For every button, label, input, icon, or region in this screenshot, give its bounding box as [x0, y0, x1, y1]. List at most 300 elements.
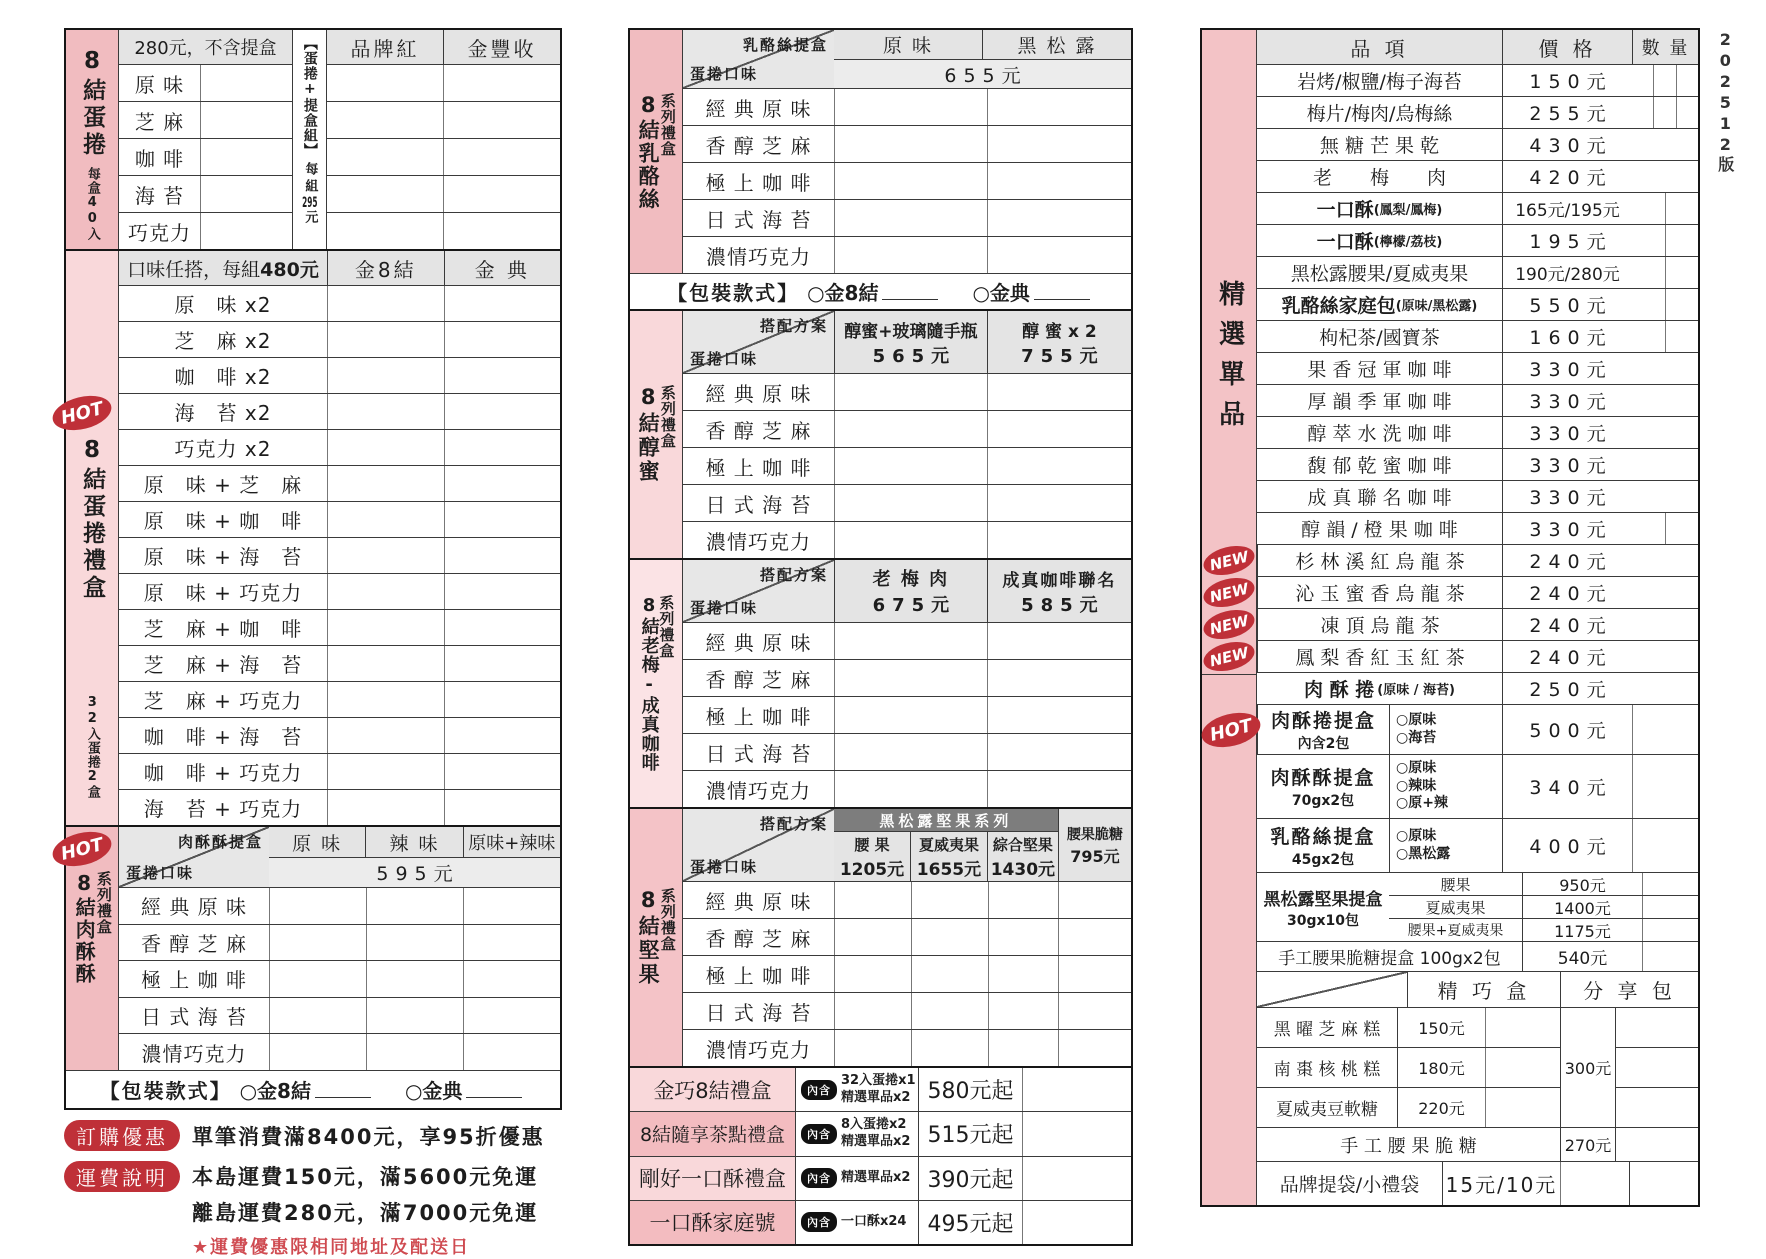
qty-cell[interactable]	[1665, 513, 1699, 544]
qty-cell[interactable]	[327, 430, 444, 465]
item-name: 岩烤/椒鹽/梅子海苔	[1297, 71, 1462, 93]
qty-cell[interactable]	[911, 882, 988, 918]
item-row	[1257, 160, 1698, 192]
qty-cell[interactable]	[327, 286, 444, 321]
item-row	[1257, 96, 1698, 128]
qty-cell[interactable]	[269, 1034, 366, 1070]
qty-cell[interactable]	[443, 213, 560, 249]
flavor-label: 巧克力	[128, 220, 191, 245]
qty-cell[interactable]	[463, 925, 560, 961]
column-header-macadamia	[910, 832, 987, 881]
variant-price: 950元	[1522, 873, 1642, 895]
item-name: 厚 韻 季 軍 咖 啡	[1307, 391, 1452, 413]
flavor-label: 濃情巧克力	[706, 244, 811, 269]
qty-cell[interactable]	[443, 102, 560, 138]
qty-cell[interactable]	[1632, 289, 1665, 320]
qty-cell[interactable]	[1632, 641, 1698, 672]
flavor-label: 芝 麻	[134, 109, 185, 134]
qty-cell[interactable]	[366, 888, 463, 924]
item-row	[1257, 672, 1698, 704]
gift-box-price: 390元起	[918, 1157, 1022, 1200]
item-price: 165元/195元	[1502, 193, 1632, 224]
qty-cell[interactable]	[444, 646, 561, 681]
flavor-label: 香 醇 芝 麻	[705, 667, 812, 692]
qty-cell[interactable]	[444, 394, 561, 429]
qty-cell[interactable]	[1632, 257, 1665, 288]
item-name: 枸杞茶/國寶茶	[1319, 327, 1440, 349]
blank-line[interactable]	[1034, 283, 1090, 300]
qty-cell[interactable]	[834, 771, 987, 807]
item-name: 馥 郁 乾 蜜 咖 啡	[1307, 455, 1452, 477]
qty-cell[interactable]	[366, 1034, 463, 1070]
qty-cell[interactable]	[1632, 609, 1698, 640]
qty-cell[interactable]	[1676, 65, 1698, 96]
qty-cell[interactable]	[327, 646, 444, 681]
qty-cell[interactable]	[834, 163, 987, 199]
qty-cell[interactable]	[1615, 1047, 1698, 1087]
qty-cell[interactable]	[834, 919, 911, 955]
qty-cell[interactable]	[327, 358, 444, 393]
item-sub: (原味 / 海苔)	[1377, 683, 1455, 698]
qty-cell[interactable]	[834, 660, 987, 696]
gift-box-name: 金巧8結禮盒	[630, 1068, 795, 1111]
qty-cell[interactable]	[327, 754, 444, 789]
qty-cell[interactable]	[366, 998, 463, 1034]
qty-cell[interactable]	[444, 430, 561, 465]
qty-cell[interactable]	[1632, 449, 1698, 480]
strip-label: 【蛋捲+提盒組】	[301, 36, 318, 158]
shipping-text-main: 本島運費150元，滿5600元免運	[192, 1165, 539, 1189]
qty-cell[interactable]	[269, 888, 366, 924]
qty-cell[interactable]	[269, 998, 366, 1034]
qty-cell[interactable]	[1615, 1128, 1698, 1161]
flavor-options	[1389, 705, 1502, 754]
item-row	[1257, 128, 1698, 160]
qty-cell[interactable]	[1665, 257, 1699, 288]
qty-cell[interactable]	[987, 237, 1131, 273]
qty-cell[interactable]	[911, 919, 988, 955]
option-spicy[interactable]: ○辣味	[1396, 777, 1437, 794]
blank-line[interactable]	[466, 1081, 522, 1098]
qty-cell[interactable]	[1629, 1162, 1698, 1205]
item-name: 手工腰果脆糖提盒 100gx2包	[1278, 949, 1501, 969]
qty-cell[interactable]	[1642, 919, 1698, 941]
qty-cell[interactable]	[834, 237, 987, 273]
qty-cell[interactable]	[988, 956, 1058, 992]
qty-cell[interactable]	[463, 1034, 560, 1070]
section-title: 8結老梅-成真咖啡	[638, 595, 660, 772]
qty-cell[interactable]	[1632, 673, 1698, 704]
column-price: 755元	[1021, 345, 1105, 367]
qty-cell[interactable]	[834, 522, 987, 558]
sweet-box-price: 180元	[1397, 1048, 1485, 1087]
qty-cell[interactable]	[327, 790, 444, 825]
qty-cell[interactable]	[200, 102, 292, 138]
strip-price-unit: 元	[302, 210, 318, 227]
qty-cell[interactable]	[443, 65, 560, 101]
contents-line: 一口酥x24	[841, 1213, 907, 1229]
qty-cell[interactable]	[444, 610, 561, 645]
item-name	[1257, 819, 1389, 872]
qty-cell[interactable]	[987, 89, 1131, 125]
flavor-label: 經 典 原 味	[140, 895, 248, 920]
qty-cell[interactable]	[327, 538, 444, 573]
item-row	[1257, 192, 1698, 224]
qty-cell[interactable]	[988, 882, 1058, 918]
item-row	[1257, 384, 1698, 416]
qty-cell[interactable]	[200, 65, 292, 101]
diagonal-bottom-label: 蛋捲口味	[690, 599, 759, 617]
column-header: 金豐收	[443, 30, 560, 64]
column-price: 1205元	[839, 859, 905, 880]
qty-cell[interactable]	[987, 734, 1131, 770]
item-name: 鳳 梨 香 紅 玉 紅 茶	[1257, 641, 1502, 672]
qty-cell[interactable]	[1632, 129, 1698, 160]
qty-cell[interactable]	[1676, 97, 1698, 128]
qty-cell[interactable]	[987, 771, 1131, 807]
qty-cell[interactable]	[1022, 1068, 1131, 1111]
qty-cell[interactable]	[327, 718, 444, 753]
qty-cell[interactable]	[444, 286, 561, 321]
qty-cell[interactable]	[834, 485, 987, 521]
qty-cell[interactable]	[327, 65, 443, 101]
qty-cell[interactable]	[834, 956, 911, 992]
item-name	[1257, 193, 1502, 224]
section-title: 8結蛋捲禮盒	[79, 437, 106, 602]
sidebar-pork-floss	[58, 827, 119, 1070]
qty-cell[interactable]	[834, 89, 987, 125]
option-seaweed[interactable]: ○海苔	[1396, 729, 1437, 746]
qty-cell[interactable]	[1642, 942, 1698, 971]
qty-cell[interactable]	[1022, 1157, 1131, 1200]
gift-box-price: 580元起	[918, 1068, 1022, 1111]
item-price: 330元	[1502, 513, 1632, 544]
qty-cell[interactable]	[327, 394, 444, 429]
qty-cell[interactable]	[327, 682, 444, 717]
diagonal-top-label: 搭配方案	[759, 815, 828, 833]
qty-cell[interactable]	[1058, 1030, 1131, 1066]
qty-cell[interactable]	[444, 682, 561, 717]
qty-cell[interactable]	[834, 448, 987, 484]
qty-cell[interactable]	[1632, 65, 1653, 96]
item-row	[1207, 640, 1698, 672]
qty-cell[interactable]	[911, 1030, 988, 1066]
item-price: 430元	[1502, 129, 1632, 160]
qty-cell[interactable]	[443, 176, 560, 212]
qty-cell[interactable]	[987, 411, 1131, 447]
item-name: 老 梅 肉	[1312, 167, 1446, 189]
discount-badge: 訂購優惠	[64, 1120, 180, 1151]
gift-box-name: 一口酥家庭號	[630, 1201, 795, 1244]
qty-cell[interactable]	[443, 139, 560, 175]
gift-box-row	[630, 1156, 1131, 1200]
packaging-option-golden[interactable]: ○金典	[972, 281, 1030, 305]
qty-cell[interactable]	[1665, 321, 1699, 352]
combo-label: 海 苔 x2	[174, 401, 272, 425]
qty-cell[interactable]	[200, 213, 292, 249]
column-header-honey-bottle	[834, 311, 987, 373]
qty-cell[interactable]	[444, 466, 561, 501]
qty-cell[interactable]	[444, 718, 561, 753]
qty-cell[interactable]	[1665, 193, 1699, 224]
contains-badge: 內含	[801, 1124, 837, 1144]
qty-cell[interactable]	[1632, 225, 1665, 256]
qty-cell[interactable]	[1022, 1112, 1131, 1155]
qty-cell[interactable]	[1632, 353, 1698, 384]
qty-cell[interactable]	[834, 374, 987, 410]
qty-cell[interactable]	[1642, 896, 1698, 918]
item-name: 果 香 冠 軍 咖 啡	[1307, 359, 1452, 381]
qty-cell[interactable]	[987, 126, 1131, 162]
option-mixed[interactable]: ○原+辣	[1396, 795, 1448, 812]
option-original[interactable]: ○原味	[1396, 760, 1437, 777]
column-name: 醇 蜜 x 2	[1022, 321, 1097, 342]
qty-cell[interactable]	[327, 610, 444, 645]
flavor-label: 濃情巧克力	[706, 778, 811, 803]
column-header: 黑 松 露	[982, 30, 1131, 59]
qty-cell[interactable]	[327, 502, 444, 537]
item-row	[1257, 352, 1698, 384]
qty-cell[interactable]	[1632, 321, 1665, 352]
section-note: 系列禮盒	[657, 595, 676, 659]
qty-cell[interactable]	[1632, 97, 1653, 128]
column-header: 金8結	[327, 251, 444, 285]
qty-cell[interactable]	[1058, 919, 1131, 955]
section-note: 32入蛋捲2盒	[84, 695, 100, 799]
combo-label: 海 苔 + 巧克力	[143, 797, 303, 821]
qty-cell[interactable]	[834, 411, 987, 447]
flavor-label: 極 上 咖 啡	[705, 455, 812, 480]
qty-cell[interactable]	[269, 961, 366, 997]
combo-header	[119, 251, 327, 285]
qty-cell[interactable]	[1058, 956, 1131, 992]
qty-cell[interactable]	[1632, 577, 1698, 608]
blank-line[interactable]	[882, 283, 938, 300]
section-pork-floss-gift-box	[58, 825, 562, 1110]
item-main: 肉酥捲提盒	[1270, 710, 1376, 732]
diagonal-bottom-label: 蛋捲口味	[126, 864, 195, 882]
qty-cell[interactable]	[1485, 1048, 1560, 1087]
combo-label: 芝 麻 + 巧克力	[143, 689, 303, 713]
qty-cell[interactable]	[987, 623, 1131, 659]
qty-cell[interactable]	[1632, 545, 1698, 576]
qty-cell[interactable]	[911, 993, 988, 1029]
nut-series-header: 黑松露堅果系列	[879, 811, 1013, 830]
blank-line[interactable]	[315, 1081, 371, 1098]
qty-cell[interactable]	[988, 919, 1058, 955]
price-label: 595元	[376, 863, 460, 885]
column-header: 辣 味	[365, 827, 462, 857]
version-tag: 202512版	[1715, 30, 1735, 174]
item-row-handmade-cashew-brittle	[1257, 1127, 1698, 1161]
qty-cell[interactable]	[987, 374, 1131, 410]
qty-cell[interactable]	[988, 993, 1058, 1029]
flavor-label: 海 苔	[134, 183, 185, 208]
sweets-diagonal-header	[1257, 972, 1407, 1007]
qty-cell[interactable]	[834, 126, 987, 162]
combo-label: 原 味 + 咖 啡	[143, 509, 303, 533]
qty-cell[interactable]	[1665, 289, 1699, 320]
qty-cell[interactable]	[1058, 993, 1131, 1029]
diagonal-top-label: 搭配方案	[759, 317, 828, 335]
qty-cell[interactable]	[834, 697, 987, 733]
item-sub: (鳳梨/鳳梅)	[1373, 203, 1443, 218]
packaging-option-gold8[interactable]: ○金8結	[807, 281, 879, 305]
contains-badge: 內含	[801, 1080, 837, 1100]
qty-cell[interactable]	[444, 322, 561, 357]
qty-cell[interactable]	[444, 574, 561, 609]
qty-cell[interactable]	[987, 448, 1131, 484]
shipping-text-island: 離島運費280元，滿7000元免運	[192, 1201, 539, 1225]
qty-cell[interactable]	[444, 754, 561, 789]
qty-cell[interactable]	[987, 522, 1131, 558]
qty-cell[interactable]	[269, 925, 366, 961]
item-sub: (檸檬/荔枝)	[1373, 235, 1443, 250]
column-header-petite-box: 精 巧 盒	[1407, 972, 1560, 1007]
qty-cell[interactable]	[444, 502, 561, 537]
column-header: 原 味	[834, 30, 982, 59]
qty-cell[interactable]	[1560, 1162, 1629, 1205]
qty-cell[interactable]	[1653, 97, 1675, 128]
qty-cell[interactable]	[444, 790, 561, 825]
qty-cell[interactable]	[1485, 1088, 1560, 1127]
flavor-label: 經 典 原 味	[705, 381, 812, 406]
qty-cell[interactable]	[327, 176, 443, 212]
flavor-label: 日 式 海 苔	[705, 207, 812, 232]
contents-line: 8入蛋捲x2	[841, 1116, 907, 1132]
qty-cell[interactable]	[327, 322, 444, 357]
qty-cell[interactable]	[1615, 1087, 1698, 1127]
combo-label: 芝 麻 + 海 苔	[143, 653, 303, 677]
qty-cell[interactable]	[1632, 385, 1698, 416]
item-name	[1257, 755, 1389, 818]
qty-cell[interactable]	[1022, 1201, 1131, 1244]
item-price: 240元	[1502, 545, 1632, 576]
section-note: 系列禮盒	[94, 871, 113, 935]
qty-cell[interactable]	[366, 925, 463, 961]
qty-cell[interactable]	[366, 961, 463, 997]
column-name: 綜合堅果	[992, 835, 1053, 854]
qty-cell[interactable]	[1058, 882, 1131, 918]
item-row-pork-roll-box	[1207, 704, 1698, 754]
qty-cell[interactable]	[987, 200, 1131, 236]
hot-badge: HOT	[1198, 707, 1264, 753]
qty-cell[interactable]	[987, 485, 1131, 521]
new-badge: NEW	[1201, 637, 1258, 676]
flavor-label: 香 醇 芝 麻	[140, 931, 248, 956]
section-selected-items	[1200, 28, 1700, 1207]
contents-line: 32入蛋捲x1	[841, 1072, 916, 1088]
item-price: 330元	[1502, 385, 1632, 416]
qty-cell[interactable]	[1615, 1008, 1698, 1047]
item-price: 420元	[1502, 161, 1632, 192]
qty-cell[interactable]	[327, 213, 443, 249]
qty-cell[interactable]	[834, 200, 987, 236]
option-original[interactable]: ○原味	[1396, 828, 1437, 844]
qty-cell[interactable]	[463, 998, 560, 1034]
contains-badge: 內含	[801, 1212, 837, 1232]
column-header: 品牌紅	[327, 30, 443, 64]
qty-cell[interactable]	[987, 163, 1131, 199]
item-row	[1257, 224, 1698, 256]
section-plum-coffee-gift-box	[628, 558, 1133, 809]
qty-cell[interactable]	[463, 961, 560, 997]
qty-cell[interactable]	[1485, 1008, 1560, 1047]
qty-cell[interactable]	[1632, 755, 1698, 818]
share-pack-price: 300元	[1560, 1008, 1615, 1127]
qty-cell[interactable]	[1632, 193, 1665, 224]
qty-cell[interactable]	[834, 734, 987, 770]
qty-cell[interactable]	[463, 888, 560, 924]
qty-cell[interactable]	[1632, 705, 1698, 754]
gift-box-name: 剛好一口酥禮盒	[630, 1157, 795, 1200]
combo-label: 原 味 + 巧克力	[143, 581, 303, 605]
section-title: 8結醇蜜	[636, 385, 661, 484]
qty-cell[interactable]	[834, 623, 987, 659]
diagonal-top-label: 乳酪絲提盒	[742, 36, 828, 54]
flavor-label: 原 味	[134, 72, 185, 97]
option-truffle[interactable]: ○黑松露	[1396, 845, 1451, 862]
flavor-label: 極 上 咖 啡	[705, 963, 812, 988]
item-size: 45gx2包	[1291, 852, 1355, 868]
sidebar-honey	[630, 311, 683, 558]
qty-cell[interactable]	[444, 358, 561, 393]
qty-cell[interactable]	[444, 538, 561, 573]
qty-cell[interactable]	[200, 176, 292, 212]
section-note: 系列禮盒	[658, 888, 677, 952]
column-header-cashew-brittle	[1058, 809, 1131, 881]
qty-cell[interactable]	[1632, 819, 1698, 872]
qty-cell[interactable]	[834, 882, 911, 918]
qty-cell[interactable]	[200, 139, 292, 175]
qty-cell[interactable]	[1632, 513, 1665, 544]
qty-cell[interactable]	[1632, 161, 1698, 192]
option-original[interactable]: ○原味	[1396, 712, 1437, 728]
qty-cell[interactable]	[1632, 481, 1698, 512]
packaging-option-gold8[interactable]: ○金8結	[239, 1079, 311, 1103]
qty-cell[interactable]	[834, 993, 911, 1029]
new-badge: NEW	[1201, 573, 1258, 612]
qty-cell[interactable]	[327, 102, 443, 138]
qty-cell[interactable]	[327, 574, 444, 609]
qty-cell[interactable]	[987, 660, 1131, 696]
flavor-label: 極 上 咖 啡	[705, 704, 812, 729]
qty-cell[interactable]	[834, 1030, 911, 1066]
column-header-cashew	[834, 832, 910, 881]
sweet-name: 黑 曜 芝 麻 糕	[1273, 1020, 1381, 1040]
qty-cell[interactable]	[1665, 225, 1699, 256]
qty-cell[interactable]	[1653, 65, 1675, 96]
packaging-option-golden[interactable]: ○金典	[404, 1079, 463, 1103]
qty-cell[interactable]	[327, 466, 444, 501]
qty-cell[interactable]	[1642, 873, 1698, 895]
sweet-name: 手 工 腰 果 脆 糖	[1340, 1135, 1477, 1157]
sidebar-egg-roll-gift-box	[58, 251, 119, 825]
combo-label: 巧克力 x2	[174, 437, 272, 461]
diagonal-header	[683, 311, 834, 373]
qty-cell[interactable]	[1632, 417, 1698, 448]
combo-label: 原 味 + 芝 麻	[143, 473, 303, 497]
item-price: 340元	[1502, 755, 1632, 818]
qty-cell[interactable]	[911, 956, 988, 992]
qty-cell[interactable]	[327, 139, 443, 175]
column-header-price: 價 格	[1502, 30, 1632, 64]
variant-name: 腰果+夏威夷果	[1407, 923, 1504, 939]
qty-cell[interactable]	[988, 1030, 1058, 1066]
qty-cell[interactable]	[987, 697, 1131, 733]
item-main: 一口酥	[1316, 231, 1374, 253]
contents-line: 精選單品x2	[841, 1133, 911, 1149]
